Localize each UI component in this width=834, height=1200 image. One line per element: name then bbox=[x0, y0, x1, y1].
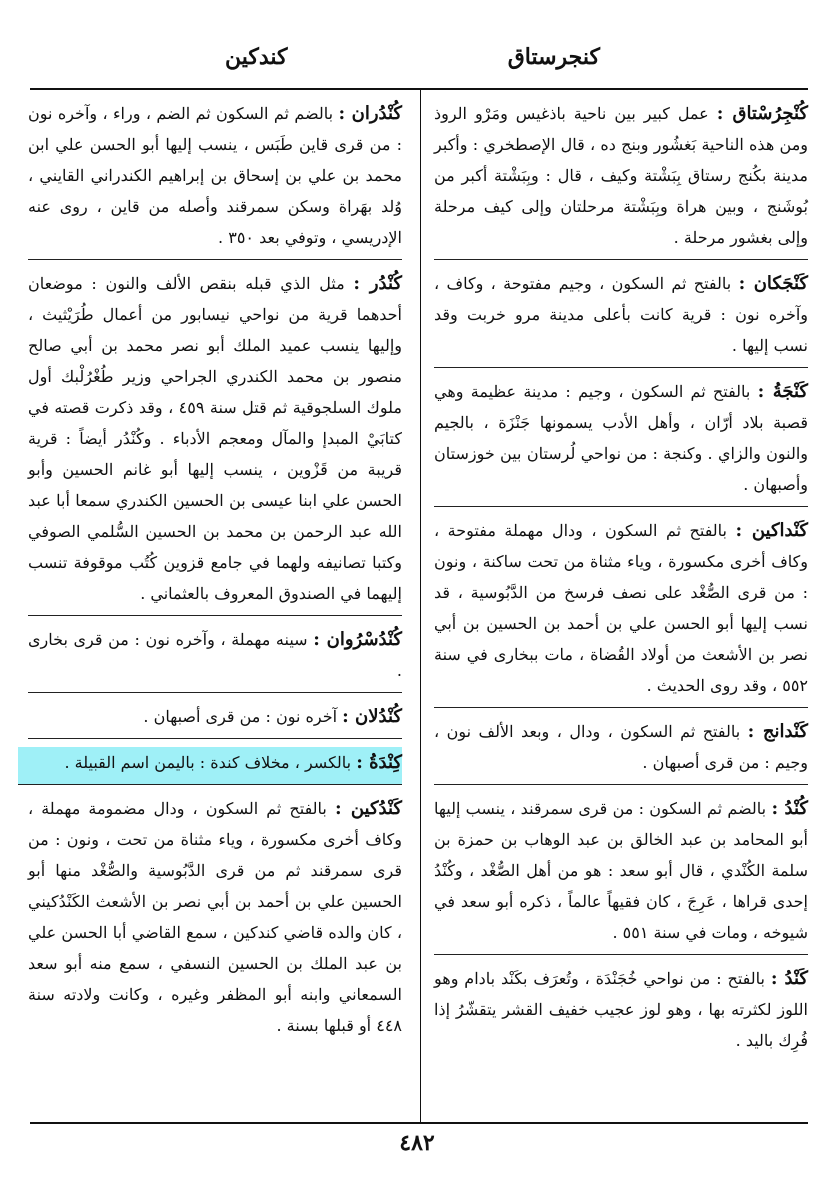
entry-term: كُنْدُسْرُوان : bbox=[313, 629, 402, 650]
entry-text: بالفتح : من نواحي خُجَنْدَة ، وتُعرَف بكَنْد بادام وهو اللوز لكثرته بها ، وهو لوز عجيب خفيف القشر يتقشّرُ إذا فُرِك باليد . bbox=[434, 969, 808, 1050]
entry-text: سينه مهملة ، وآخره نون : من قرى بخارى . bbox=[28, 630, 402, 680]
entry-text: بالفتح ثم السكون ، ودال مهملة مفتوحة ، وكاف أخرى مكسورة ، وياء مثناة من تحت ساكنة ، ونون : من قرى الصُّغْد على نصف فرسخ من الدَّبُوسية ، قد نسب إليها أبو الحسن علي بن أحمد بن الحسين بن أبي نصر بن الأشعث من أولاد القُضاة ، مات ببخارى في سنة ٥٥٢ ، وقد روى الحديث . bbox=[434, 521, 808, 695]
entry-term: كُنْدُ : bbox=[771, 798, 808, 819]
entry bbox=[434, 98, 808, 260]
entry-term: كِنْدَةُ : bbox=[356, 752, 402, 773]
highlighted-entry bbox=[18, 747, 402, 785]
entry-term: كَنْدُكين : bbox=[334, 798, 402, 819]
entry bbox=[28, 793, 402, 1047]
entry-text: مثل الذي قبله بنقص الألف والنون : موضعان أحدهما قرية من نواحي نيسابور من أعمال طُرَيْثيث ، وإليها ينسب عميد الملك أبو نصر محمد بن أبي صالح منصور بن محمد الكندري الجراحي وزير طُغْرُلْبك أول ملوك السلجوقية ثم قتل سنة ٤٥٩ ، وقد ذكرت قصته في كتابَيْ المبدإ والمآل ومعجم الأدباء . وكُنْدُر أيضاً : قرية قريبة من قَزْوين ، ينسب إليها أبو غانم الحسين وأبو الحسن علي ابنا عيسى بن الحسين الكندري سمعا أبا عبد الله عبد الرحمن بن محمد بن الحسين السُّلمي الصوفي وكتبا تصانيفه ولهما في جامع قزوين كُتُب موقوفة تنسب إليهما في الصندوق المعروف بالعثماني . bbox=[28, 274, 403, 603]
entry bbox=[434, 268, 808, 368]
entry bbox=[434, 376, 808, 507]
entry-term: كَنْداكين : bbox=[735, 520, 808, 541]
entry bbox=[434, 716, 808, 785]
entry-term: كُنْدُران : bbox=[338, 103, 402, 124]
entry-text: آخره نون : من قرى أصبهان . bbox=[143, 707, 338, 726]
entry bbox=[28, 98, 402, 260]
entry-term: كَنْدانج : bbox=[747, 721, 808, 742]
entry-text: بالفتح ثم السكون ، ودال مضمومة مهملة ، وكاف أخرى مكسورة ، وياء مثناة من تحت ، ونون : من قرى سمرقند ثم من قرى الدَّبُوسية والصُّغْد منها أبو الحسين علي بن أحمد بن أبي نصر بن الأشعث الكَنْدُكيني ، كان والده قاضي كندكين ، سمع القاضي أبا الحسن علي بن عبد الملك بن الحسين النسفي ، سمع منه أبو سعد السمعاني وابنه أبو المظفر وغيره ، وكانت ولادته سنة ٤٤٨ أو قبلها بسنة . bbox=[28, 799, 402, 1035]
entry-text: بالفتح ثم السكون ، وجيم مفتوحة ، وكاف ، وآخره نون : قرية كانت بأعلى مدينة مرو خربت وقد نسب إليها . bbox=[434, 274, 808, 355]
header-left-title: كندكين bbox=[225, 44, 288, 70]
header-right-title: كنجرستاق bbox=[507, 44, 600, 70]
top-rule bbox=[30, 88, 808, 90]
entry-term: كُنْدُلان : bbox=[342, 706, 402, 727]
entry-text: بالضم ثم السكون ثم الضم ، وراء ، وآخره نون : من قرى قاين طَبَس ، ينسب إليها أبو الحسن علي ابن محمد بن علي بن إسحاق بن إبراهيم الكندراني القايني ، وُلد بهَراة وسكن سمرقند وأصله من قاين ، روى عنه الإدريسي ، وتوفي بعد ٣٥٠ . bbox=[28, 104, 402, 247]
entry bbox=[434, 963, 808, 1062]
entry-text: بالكسر ، مخلاف كندة : باليمن اسم القبيلة . bbox=[64, 753, 352, 772]
left-column bbox=[28, 98, 402, 1055]
entry-term: كَنْجَةُ : bbox=[757, 381, 808, 402]
entry-text: بالفتح ثم السكون ، ودال ، وبعد الألف نون ، وجيم : من قرى أصبهان . bbox=[434, 722, 808, 772]
entry bbox=[28, 624, 402, 693]
entry-term: كَنْدُ : bbox=[770, 968, 808, 989]
entry bbox=[434, 515, 808, 708]
page-number: ٤٨٢ bbox=[399, 1130, 435, 1156]
entry-text: عمل كبير بين ناحية باذغيس ومَرْو الروذ ومن هذه الناحية بَغشُور وبنج ده ، قال الإصطخري : وأكبر مدينة بكُنج رستاق بِبَشْتة وكيف ، قال : وبِبَشْتة أكبر من بُوشَنج ، وبين هراة وبِبَشْتة مرحلتان وإلى كيف مرحلة وإلى بغشور مرحلة . bbox=[434, 104, 808, 247]
entry-term: كُنْدُر : bbox=[353, 273, 402, 294]
column-divider bbox=[420, 90, 421, 1122]
entry bbox=[434, 793, 808, 955]
entry bbox=[28, 701, 402, 739]
running-header bbox=[30, 44, 810, 84]
entry-term: كُنْجِرُسْتاق : bbox=[716, 103, 808, 124]
entry-text: بالضم ثم السكون : من قرى سمرقند ، ينسب إليها أبو المحامد بن عبد الخالق بن عبد الوهاب بن حمزة بن سلمة الكُنْدي ، قال أبو سعد : هو من أهل الصُّغْد ، وكُنْدُ إحدى قراها ، عَرِجَ ، كان فقيهاً عالماً ، ذكره أبو سعد في شيوخه ، ومات في سنة ٥٥١ . bbox=[434, 799, 808, 942]
entry-text: بالفتح ثم السكون ، وجيم : مدينة عظيمة وهي قصبة بلاد أرّان ، وأهل الأدب يسمونها جَنْزَة ، بالجيم والنون والزاي . وكنجة : من نواحي لُرستان بين خوزستان وأصبهان . bbox=[434, 382, 808, 494]
entry bbox=[28, 268, 402, 616]
entry-term: كَنْجَكان : bbox=[738, 273, 808, 294]
bottom-rule bbox=[30, 1122, 808, 1124]
right-column bbox=[434, 98, 808, 1070]
